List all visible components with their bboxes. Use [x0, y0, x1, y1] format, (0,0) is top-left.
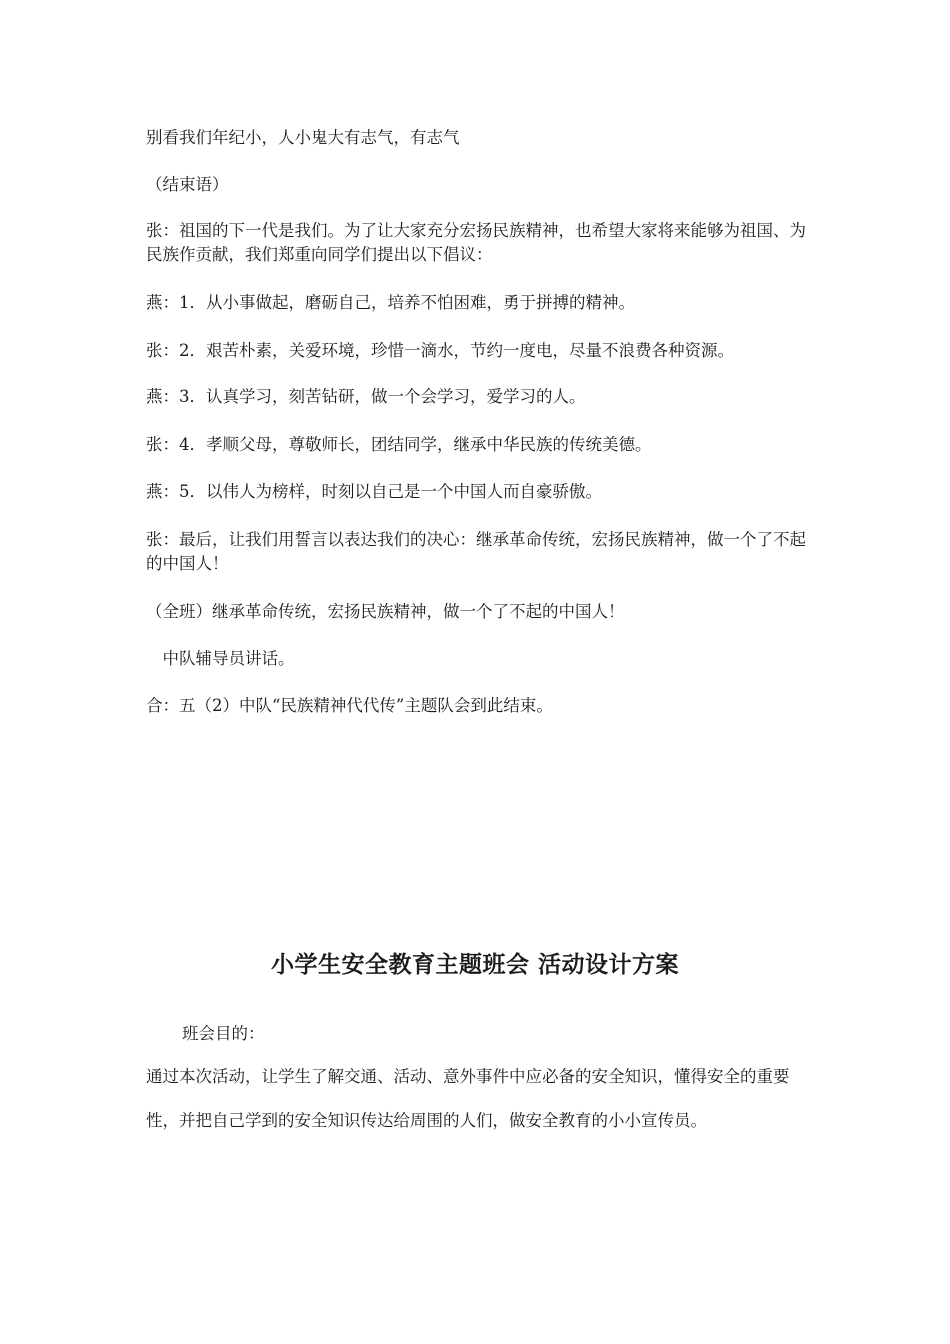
text-line: 燕：1．从小事做起，磨砺自己，培养不怕困难，勇于拼搏的精神。	[146, 293, 635, 312]
text-line: 燕：5．以伟人为榜样，时刻以自己是一个中国人而自豪骄傲。	[146, 482, 602, 501]
text-line: 别看我们年纪小，人小鬼大有志气，有志气	[146, 128, 460, 147]
text-line: 合：五（2）中队“民族精神代代传”主题队会到此结束。	[146, 696, 553, 715]
text-line: 张：2．艰苦朴素，关爱环境，珍惜一滴水，节约一度电，尽量不浪费各种资源。	[146, 341, 734, 360]
text-paragraph: 张：祖国的下一代是我们。为了让大家充分宏扬民族精神，也希望大家将来能够为祖国、为民族作贡献，我们郑重向同学们提出以下倡议：	[146, 221, 806, 264]
text-line: 中队辅导员讲话。	[146, 649, 295, 668]
text-paragraph: 张：最后，让我们用誓言以表达我们的决心：继承革命传统，宏扬民族精神，做一个了不起的中国人！	[146, 530, 806, 573]
text-line: （全班）继承革命传统，宏扬民族精神，做一个了不起的中国人！	[146, 602, 625, 621]
section-title: 小学生安全教育主题班会 活动设计方案	[270, 952, 679, 978]
purpose-paragraph: 通过本次活动，让学生了解交通、活动、意外事件中应必备的安全知识，懂得安全的重要性，并把自己学到的安全知识传达给周围的人们，做安全教育的小小宣传员。	[146, 1067, 790, 1130]
purpose-label: 班会目的：	[182, 1024, 265, 1043]
text-line: 燕：3．认真学习，刻苦钻研，做一个会学习，爱学习的人。	[146, 387, 586, 406]
text-line: （结束语）	[146, 175, 229, 194]
text-line: 张：4．孝顺父母，尊敬师长，团结同学，继承中华民族的传统美德。	[146, 435, 652, 454]
